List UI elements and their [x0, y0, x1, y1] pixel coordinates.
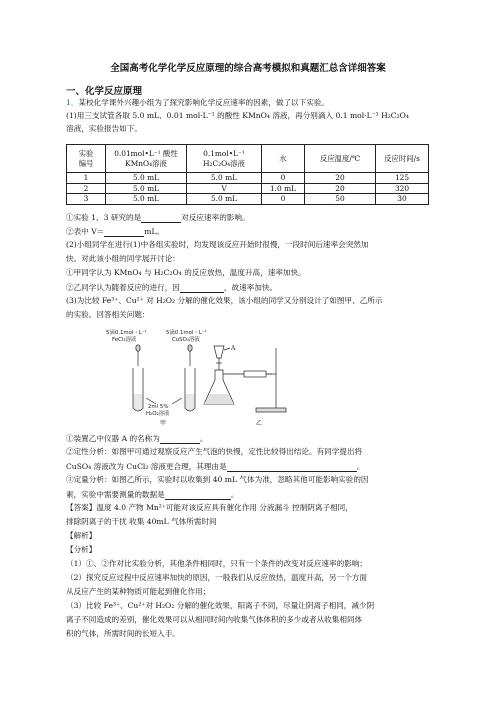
header-cell: 实验 编号 — [67, 145, 106, 173]
label-a: A — [231, 345, 236, 352]
part2-b: ②乙同学认为随着反应的进行，因 ，故速率加快。 — [66, 283, 278, 292]
drop-label-left-2: FeCl₃溶液 — [112, 337, 137, 343]
fenxi-heading: 【分析】 — [66, 545, 97, 554]
page-title: 全国高考化学化学反应原理的综合高考模拟和真题汇总含详细答案 — [110, 63, 386, 74]
question-1a: ①实验 1、3 研究的是 对反应速率的影响。 — [66, 213, 250, 222]
header-cell: 水 — [262, 145, 305, 173]
answer-line2: 排除阴离子的干扰 收集 40mL 气体所需时间 — [66, 517, 217, 526]
question-number: 1． — [66, 98, 79, 107]
part1-line2: 溶液，实验报告如下。 — [66, 124, 142, 133]
question-3c-line2: 素，实验中需要测量的数据是 。 — [66, 490, 239, 499]
dropper-icon — [136, 345, 140, 366]
part2-line2: 快。对此该小组的同学展开讨论： — [66, 254, 180, 263]
question-3b-line2: CuSO₄ 溶液改为 CuCl₂ 溶液更合理，其理由是 。 — [66, 462, 365, 471]
header-cell: 反应时间/s — [376, 145, 429, 173]
tube-label-1: 2ml 5% — [148, 404, 169, 410]
part2-a: ①甲同学认为 KMnO₄ 与 H₂C₂O₄ 的反应放热，温度升高，速率加快。 — [66, 268, 306, 277]
analysis-3a: （3）比较 Fe³⁺、Cu²⁺对 H₂O₂ 分解的催化效果，阳离子不同，尽量让阴离子相同，减少阴 — [66, 601, 375, 610]
analysis-2b: 从反应产生的某种物质可能起到催化作用； — [66, 587, 211, 596]
drop-label-left-1: 5滴0.1mol・L⁻¹ — [106, 330, 147, 336]
part3-line1: (3)为比较 Fe³⁺、Cu²⁺ 对 H₂O₂ 分解的催化效果，该小组的同学又分别设计了如图甲、乙所示 — [66, 296, 383, 305]
jiexi-heading: 【解析】 — [66, 531, 97, 540]
conical-flask-icon — [204, 370, 234, 404]
table-row: 2 5.0 mL V 1.0 mL 20 320 — [67, 183, 429, 194]
dropper-icon — [188, 345, 192, 366]
iron-stand-icon — [256, 348, 286, 412]
test-tube-icon — [133, 368, 143, 411]
drop-label-right-2: CuSO₄溶液 — [172, 337, 200, 343]
table-row: 1 5.0 mL 5.0 mL 0 20 125 — [67, 173, 429, 184]
analysis-1: （1）①、②作对比实验分析，其他条件相同时，只有一个条件的改变对反应速率的影响； — [66, 559, 367, 568]
part1-line1: (1)用三支试管各取 5.0 mL、0.01 mol·L⁻¹ 的酸性 KMnO₄ 溶液，再分别滴入 0.1 mol·L⁻¹ H₂C₂O₄ — [66, 111, 409, 120]
part2-line1: (2)小组同学在进行(1)中各组实验时，均发现该反应开始时很慢，一段时间后速率会突然加 — [66, 240, 369, 249]
table-header-row — [67, 145, 429, 173]
analysis-2a: （2）探究反应过程中反应速率加快的原因，一般我们从反应放热，温度升高，另一个方面 — [66, 573, 367, 582]
analysis-3c: 积的气体，所需时间的长短入手。 — [66, 629, 180, 638]
question-3c-line1: ③定量分析：如图乙所示，实验时以收集到 40 mL 气体为准，忽略其他可能影响实验的因 — [66, 475, 369, 484]
table-row: 3 5.0 mL 5.0 mL 0 50 30 — [67, 194, 429, 205]
figure-jia — [106, 328, 207, 427]
answer-blank — [160, 433, 200, 444]
apparatus-figure — [106, 328, 296, 428]
answer-blank — [180, 282, 224, 293]
separatory-funnel-icon — [214, 346, 224, 370]
analysis-3b: 离子不同造成的差别，催化效果可以从相同时间内收集气体体积的多少或者从收集相同体 — [66, 615, 363, 624]
answer-blank — [104, 226, 144, 237]
figure-yi — [204, 345, 286, 427]
answer-blank — [141, 212, 181, 223]
section-heading: 一、化学反应原理 — [66, 86, 143, 97]
answer-blank — [165, 489, 231, 500]
question-3b-line1: ②定性分析：如图甲可通过观察反应产生气泡的快慢，定性比较得出结论。有同学提出将 — [66, 447, 363, 456]
question-3a: ①装置乙中仪器 A 的名称为 。 — [66, 434, 208, 443]
tube-label-2: H₂O₂溶液 — [146, 411, 170, 417]
header-cell: 0.1mol•L⁻¹ H₂C₂O₄溶液 — [187, 145, 262, 173]
header-cell: 0.01mol•L⁻¹ 酸性 KMnO₄溶液 — [106, 145, 187, 173]
label-yi: 乙 — [256, 420, 263, 427]
part3-line2: 的实验。回答相关问题： — [66, 310, 150, 319]
test-tube-icon — [185, 368, 195, 411]
question-1b: ②表中 V＝ mL。 — [66, 227, 165, 236]
answer-line1: 【答案】温度 4.0 产物 Mn²⁺可能对该反应具有催化作用 分液漏斗 控制阴离子相同， — [66, 503, 353, 512]
answer-blank — [227, 461, 357, 472]
label-jia: 甲 — [160, 420, 167, 427]
question-intro: 1．某校化学课外兴趣小组为了探究影响化学反应速率的因素，做了以下实验。 — [66, 98, 330, 107]
header-cell: 反应温度/℃ — [305, 145, 376, 173]
drop-label-right-1: 5滴0.1mol・L⁻¹ — [166, 330, 207, 336]
experiment-table — [66, 144, 429, 205]
